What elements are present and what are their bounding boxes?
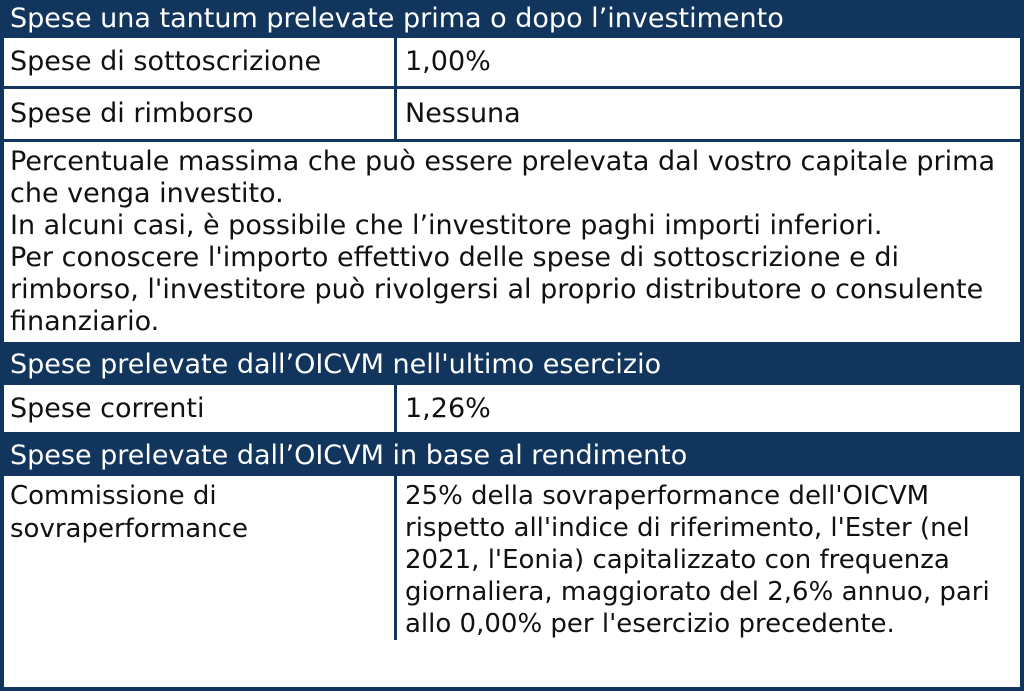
exit-charge-value: Nessuna [405,98,521,129]
entry-charge-label: Spese di sottoscrizione [4,38,397,86]
note-paragraph-maximum: Percentuale massima che può essere prelevata dal vostro capitale prima che venga investito. [10,146,995,209]
section-header-performance-fees: Spese prelevate dall’OICVM in base al rendimento [4,435,1020,476]
entry-charge-value: 1,00% [405,46,491,77]
note-paragraph-lower-amounts: In alcuni casi, è possibile che l’investitore paghi importi inferiori. [10,210,883,241]
table-row-exit-charge [4,89,1020,142]
section-header-ongoing-charges: Spese prelevate dall’OICVM nell'ultimo esercizio [4,345,1020,385]
table-row-performance-fee [4,476,1020,640]
table-row-entry-charge [4,38,1020,89]
exit-charge-label: Spese di rimborso [4,89,397,139]
note-paragraph-distributor: Per conoscere l'importo effettivo delle spese di sottoscrizione e di rimborso, l'investitore può rivolgersi al proprio distributore o consulente finanziario. [10,242,984,337]
ongoing-charges-label: Spese correnti [4,385,397,432]
section-header-one-off-charges: Spese una tantum prelevate prima o dopo l’investimento [4,0,1020,38]
charges-note [4,142,1020,345]
performance-fee-value: 25% della sovraperformance dell'OICVM rispetto all'indice di riferimento, l'Ester (nel 2021, l'Eonia) capitalizzato con frequenza giornaliera, maggiorato del 2,6% annuo, pari allo 0,00% per l'esercizio precedente. [405,481,990,639]
performance-fee-label: Commissione di sovraperformance [4,476,397,640]
table-row-ongoing-charges [4,385,1020,435]
ongoing-charges-value: 1,26% [405,393,491,424]
